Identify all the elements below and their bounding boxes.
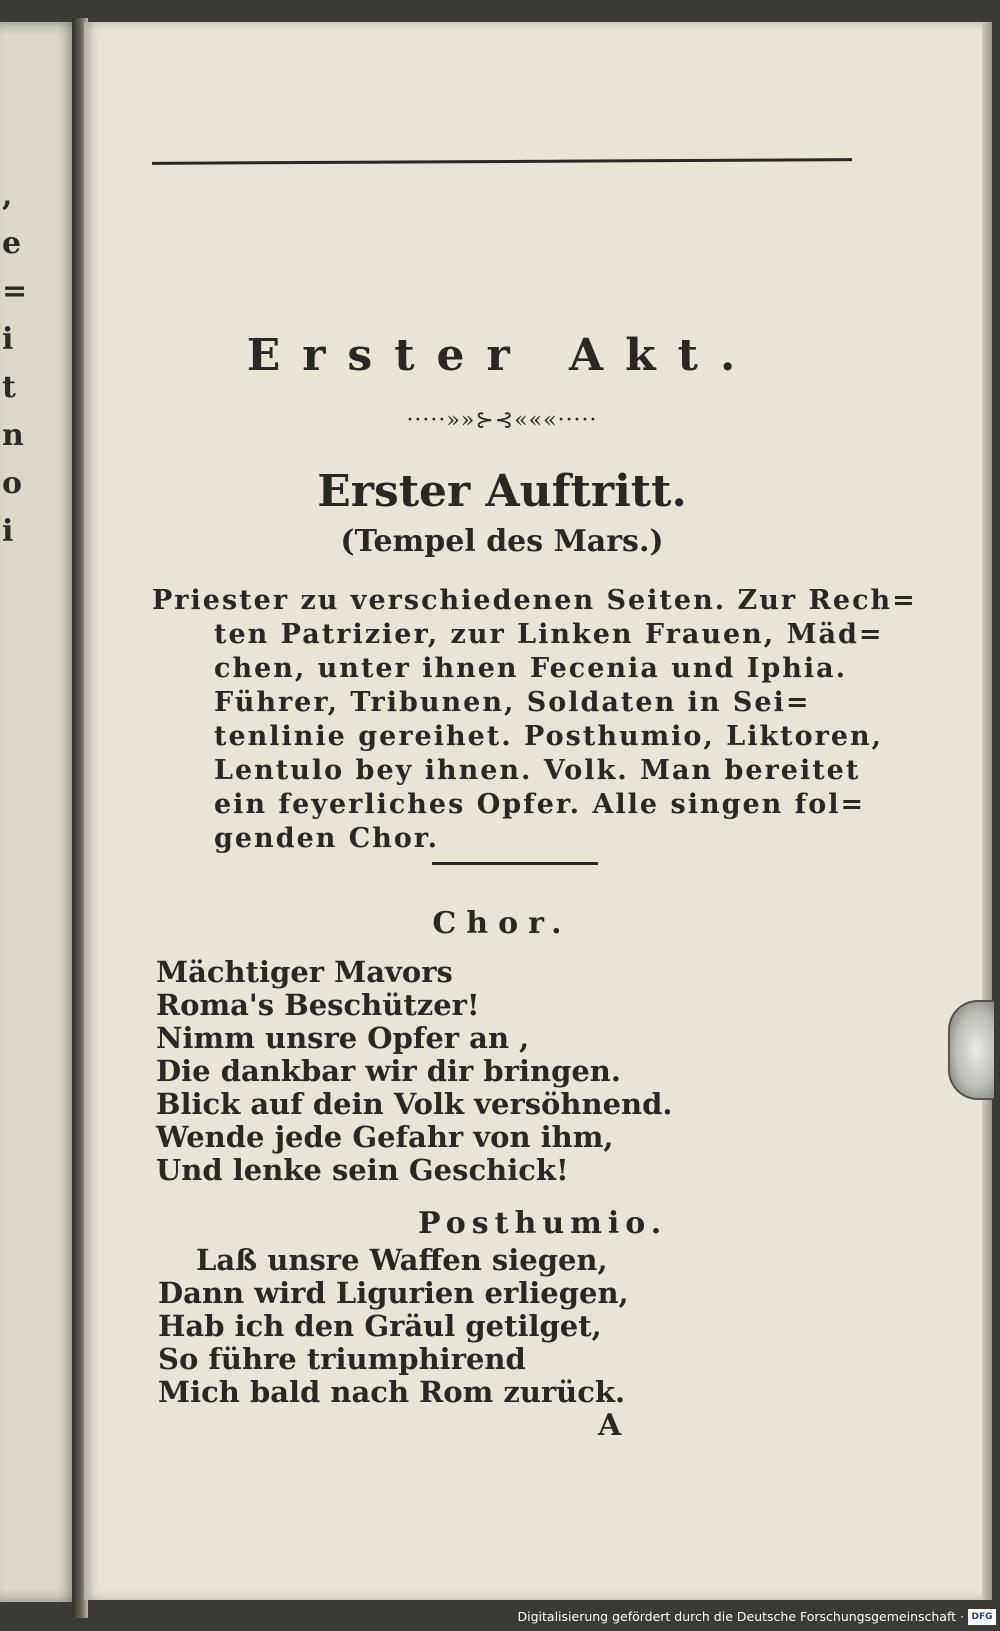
verse-line: So führe triumphirend <box>158 1342 526 1376</box>
verse-line: Nimm unsre Opfer an , <box>156 1021 530 1055</box>
verse-line: Hab ich den Gräul getilget, <box>158 1309 602 1343</box>
scene-title: Erster Auftritt. <box>317 466 687 517</box>
edge-letter: e <box>2 226 22 261</box>
verse-line: Wende jede Gefahr von ihm, <box>156 1120 614 1154</box>
drop-cap: M <box>156 955 189 989</box>
direction-line: Lentulo bey ihnen. Volk. Man bereitet <box>214 755 861 786</box>
page-fore-edge <box>982 22 992 1600</box>
edge-letter: i <box>2 322 14 357</box>
act-title: Erster Akt. <box>246 330 758 381</box>
direction-line: ein feyerliches Opfer. Alle singen fol= <box>214 789 866 820</box>
digitization-credit <box>518 1605 965 1629</box>
verse-line-text: ächtiger Mavors <box>188 955 453 989</box>
direction-line: genden Chor. <box>214 823 440 854</box>
edge-letter: n <box>2 418 24 453</box>
edge-letter: = <box>2 274 28 309</box>
posthumio-verse <box>158 1244 629 1409</box>
ornament-divider: ·····»»⊱⊰«««····· <box>406 408 598 433</box>
direction-line: Priester zu verschiedenen Seiten. Zur Rech= <box>152 585 917 616</box>
facing-page-edge <box>0 22 80 1602</box>
verse-line: Mich bald nach Rom zurück. <box>158 1375 626 1409</box>
facing-page-letters <box>2 172 28 556</box>
verse-line: Und lenke sein Geschick! <box>156 1153 569 1187</box>
verse-line <box>156 956 672 989</box>
direction-line: Führer, Tribunen, Soldaten in Sei= <box>214 687 811 718</box>
direction-line: tenlinie gereihet. Posthumio, Liktoren, <box>214 721 884 752</box>
edge-letter: t <box>2 370 16 405</box>
scene-setting: (Tempel des Mars.) <box>340 524 664 559</box>
verse-line: Roma's Beschützer! <box>156 988 480 1022</box>
direction-line: ten Patrizier, zur Linken Frauen, Mäd= <box>214 619 884 650</box>
chor-verse <box>156 956 672 1187</box>
section-rule <box>432 862 598 865</box>
signature-mark: A <box>598 1408 622 1443</box>
page-clip <box>948 1000 994 1100</box>
speaker-posthumio: Posthumio. <box>418 1206 668 1241</box>
edge-letter: i <box>2 514 14 549</box>
speaker-chor: Chor. <box>432 906 572 941</box>
direction-line: chen, unter ihnen Fecenia und Iphia. <box>214 653 848 684</box>
stage-direction <box>152 584 917 856</box>
credit-text: Digitalisierung gefördert durch die Deutsche Forschungsgemeinschaft · <box>517 1609 964 1624</box>
edge-letter: o <box>2 466 23 501</box>
verse-line: Laß unsre Waffen siegen, <box>196 1243 608 1277</box>
verse-line: Die dankbar wir dir bringen. <box>156 1054 621 1088</box>
verse-line: Dann wird Ligurien erliegen, <box>158 1276 629 1310</box>
edge-letter: , <box>2 178 13 213</box>
dfg-logo-icon: DFG <box>968 1609 996 1625</box>
verse-line: Blick auf dein Volk versöhnend. <box>156 1087 673 1121</box>
